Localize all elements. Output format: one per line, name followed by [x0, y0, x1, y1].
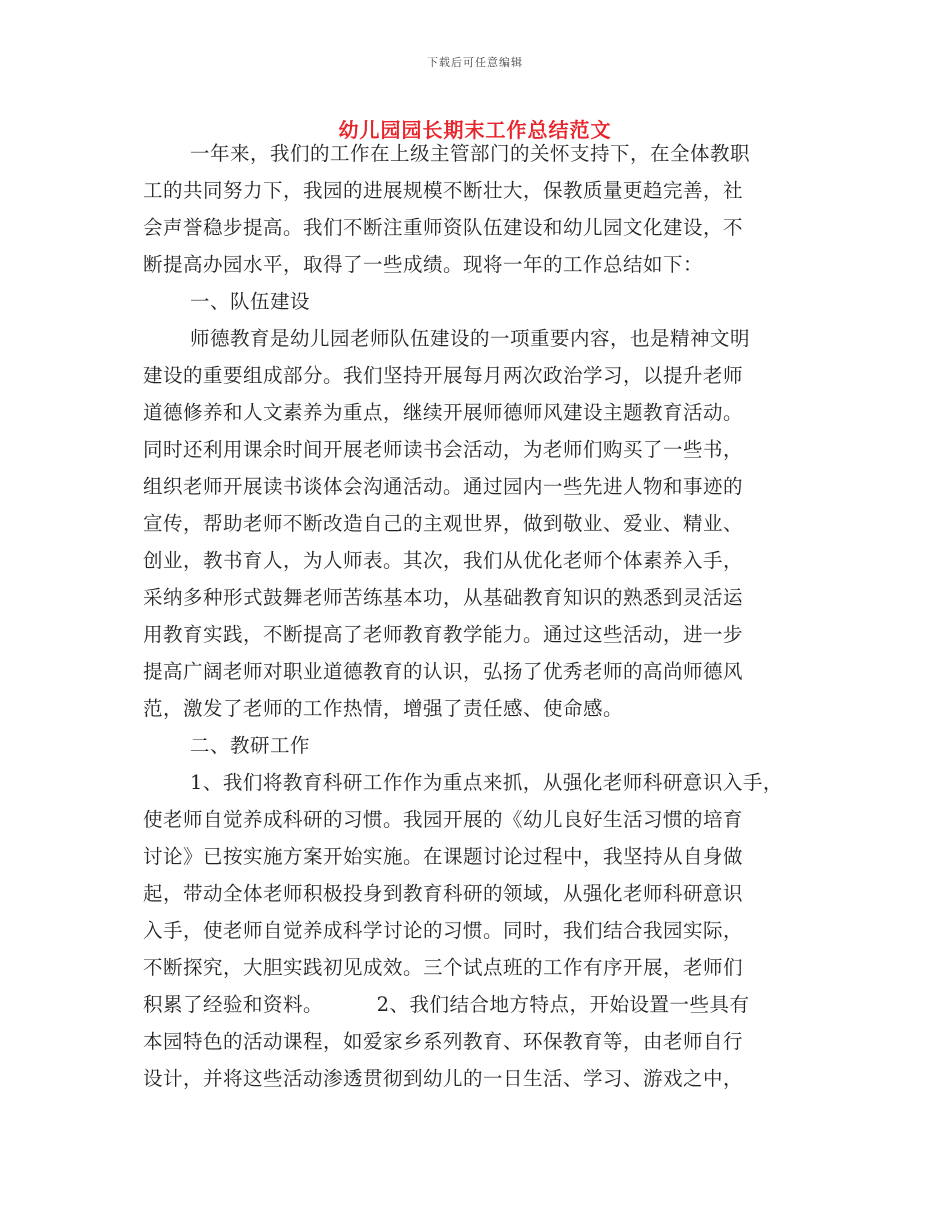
header-note: 下载后可任意编辑	[427, 56, 523, 69]
text-line: 组织老师开展读书谈体会沟通活动。通过园内一些先进人物和事迹的	[143, 475, 744, 498]
text-line: 会声誉稳步提高。我们不断注重师资队伍建设和幼儿园文化建设，不	[143, 216, 744, 239]
section-heading: 一、队伍建设	[190, 290, 311, 313]
text-line: 用教育实践，不断提高了老师教育教学能力。通过这些活动，进一步	[143, 623, 744, 646]
text-line: 断提高办园水平，取得了一些成绩。现将一年的工作总结如下：	[143, 253, 704, 276]
text-line: 一年来，我们的工作在上级主管部门的关怀支持下，在全体教职	[190, 142, 751, 165]
text-line: 1、我们将教育科研工作作为重点来抓，从强化老师科研意识入手，	[190, 771, 783, 794]
text-line: 本园特色的活动课程，如爱家乡系列教育、环保教育等，由老师自行	[143, 1030, 744, 1053]
text-line: 不断探究，大胆实践初见成效。三个试点班的工作有序开展，老师们	[143, 956, 744, 979]
document-title: 幼儿园园长期末工作总结范文	[338, 118, 612, 142]
text-line: 提高广阔老师对职业道德教育的认识，弘扬了优秀老师的高尚师德风	[143, 660, 744, 683]
text-line: 建设的重要组成部分。我们坚持开展每月两次政治学习，以提升老师	[143, 364, 744, 387]
text-line: 起，带动全体老师积极投身到教育科研的领域，从强化老师科研意识	[143, 882, 744, 905]
text-line: 道德修养和人文素养为重点，继续开展师德师风建设主题教育活动。	[143, 401, 744, 424]
text-line: 师德教育是幼儿园老师队伍建设的一项重要内容，也是精神文明	[190, 327, 751, 350]
section-heading: 二、教研工作	[190, 734, 311, 757]
text-line: 设计，并将这些活动渗透贯彻到幼儿的一日生活、学习、游戏之中，	[143, 1067, 744, 1090]
text-line: 积累了经验和资料。 2、我们结合地方特点，开始设置一些具有	[143, 993, 750, 1016]
text-line: 同时还利用课余时间开展老师读书会活动，为老师们购买了一些书，	[143, 438, 744, 461]
text-line: 入手，使老师自觉养成科学讨论的习惯。同时，我们结合我园实际，	[143, 919, 744, 942]
text-line: 讨论》已按实施方案开始实施。在课题讨论过程中，我坚持从自身做	[143, 845, 744, 868]
text-line: 创业，教书育人，为人师表。其次，我们从优化老师个体素养入手，	[143, 549, 744, 572]
text-line: 宣传，帮助老师不断改造自己的主观世界，做到敬业、爱业、精业、	[143, 512, 744, 535]
text-line: 采纳多种形式鼓舞老师苦练基本功，从基础教育知识的熟悉到灵活运	[143, 586, 744, 609]
text-line: 范，激发了老师的工作热情，增强了责任感、使命感。	[143, 697, 624, 720]
text-line: 工的共同努力下，我园的进展规模不断壮大，保教质量更趋完善，社	[143, 179, 744, 202]
text-line: 使老师自觉养成科研的习惯。我园开展的《幼儿良好生活习惯的培育	[143, 808, 744, 831]
